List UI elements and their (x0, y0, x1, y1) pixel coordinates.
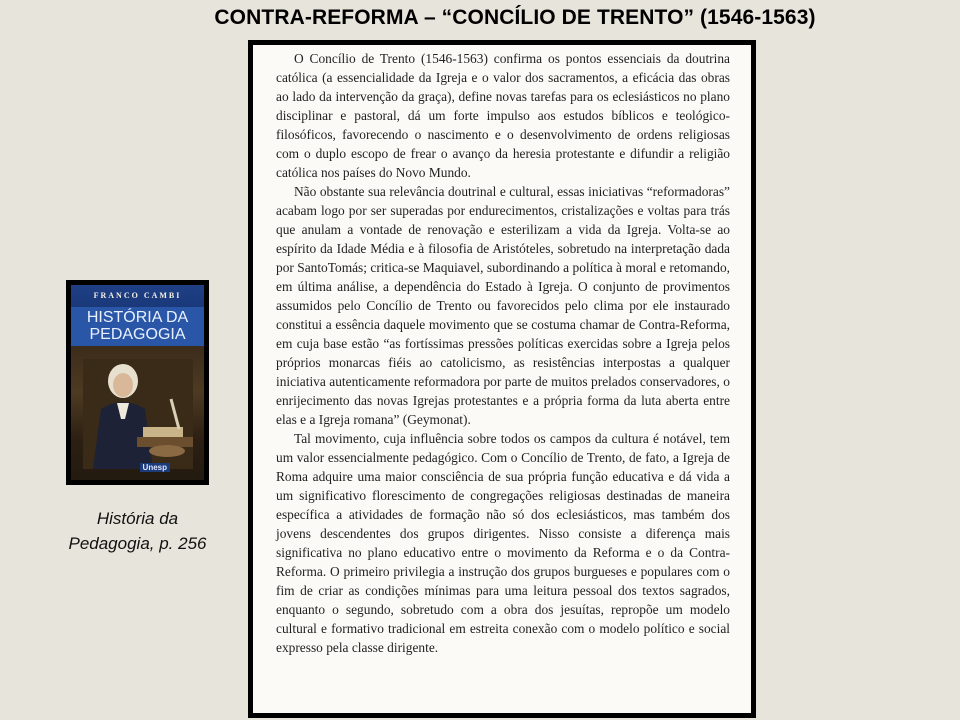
book-caption-line2: Pedagogia, p. 256 (68, 534, 207, 553)
excerpt-paragraph: Não obstante sua relevância doutrinal e cultural, essas iniciativas “reformadoras” acabam logo por ser superadas por endurecimentos, cristalizações e voltas para trás que anulam a vontade de renovação e esterilizam a vida da Igreja. Volta-se ao espírito da Idade Média e à filosofia de Aristóteles, sobretudo na interpretação dada por SantoTomás; critica-se Maquiavel, subordinando a política à moral e retomando, em última análise, a dependência do Estado à Igreja. O conjunto de provimentos assumidos pelo Concílio de Trento ou favorecidos pelo clima por ele instaurado constitui a essência daquele movimento que se costuma chamar de Contra-Reforma, em cuja base estão “as fortíssimas pressões políticas exercidas sobre a Igreja pelos próprios monarcas fiéis ao catolicismo, as resistências interpostas a qualquer iniciativa autenticamente reformadora por parte de muitos prelados conservadores, o enrijecimento das novas Igrejas protestantes e a própria forma da luta aberta entre elas e a Igreja romana” (Geymonat). (276, 184, 730, 427)
book-cover-title-line1: HISTÓRIA DA (86, 309, 189, 326)
book-caption-line1: História da (96, 509, 179, 528)
cover-portrait-illustration (83, 359, 193, 469)
book-caption (40, 506, 235, 556)
excerpt-paragraph: Tal movimento, cuja influência sobre todos os campos da cultura é notável, tem um valor essencialmente pedagógico. Com o Concílio de Trento, de fato, a Igreja de Roma adquire uma maior consciência de sua própria função educativa e dá vida a um significativo florescimento de congregações religiosas destinadas de maneira específica a atividades de formação não só dos eclesiásticos, mas também dos jovens descendentes dos grupos dirigentes. Nisso consiste a diferença mais significativa no plano educativo entre o movimento da Reforma e o da Contra-Reforma. O primeiro privilegia a instrução dos grupos burgueses e populares com o fim de criar as condições mínimas para uma leitura pessoal dos textos sagrados, enquanto o segundo, sobretudo com a obra dos jesuítas, repropõe um modelo cultural e formativo tradicional em estreita conexão com o modelo político e social expresso pela classe dirigente. (276, 431, 730, 655)
excerpt-paragraph: O Concílio de Trento (1546-1563) confirma os pontos essenciais da doutrina católica (a essencialidade da Igreja e o valor dos sacramentos, a eficácia das obras ao lado da intervenção da graça), define novas tarefas para os eclesiásticos no plano disciplinar e pastoral, dá um forte impulso aos estudos bíblicos e teológico-filosóficos, favorecendo o nascimento e o desenvolvimento de ordens religiosas com o duplo escopo de frear o avanço da heresia protestante e difundir a religião católica nos países do Novo Mundo. (276, 51, 730, 180)
book-cover-image (66, 280, 209, 485)
book-cover-title (71, 307, 204, 346)
book-cover-publisher: Unesp (140, 463, 170, 472)
book-cover-author: FRANCO CAMBI (93, 291, 182, 300)
book-cover-title-line2: PEDAGOGIA (89, 326, 186, 343)
book-excerpt-frame (248, 40, 756, 718)
slide-title: CONTRA-REFORMA – “CONCÍLIO DE TRENTO” (1546-1563) (214, 6, 816, 29)
